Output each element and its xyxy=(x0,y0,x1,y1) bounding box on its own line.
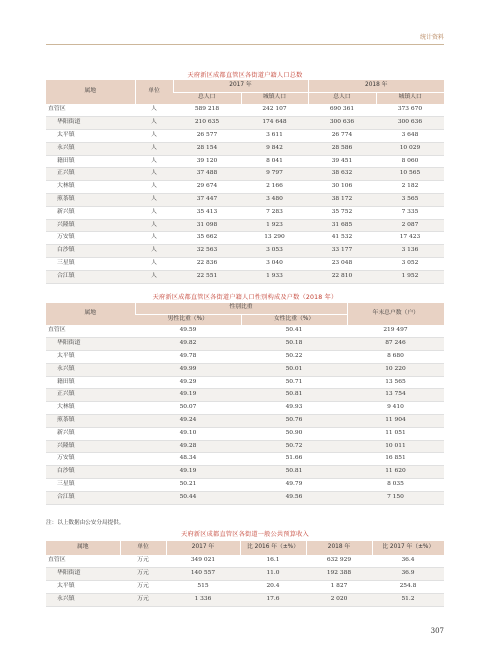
table-row xyxy=(46,479,444,492)
region-name: 永兴镇 xyxy=(46,593,120,606)
section-tag: 统计资料 xyxy=(419,34,444,41)
growth-2018: 36.4 xyxy=(372,555,444,568)
region-name: 合江镇 xyxy=(46,270,135,283)
table-row xyxy=(46,168,444,181)
region-name: 兴隆镇 xyxy=(46,440,135,453)
table-row xyxy=(46,363,444,376)
male-ratio: 49.19 xyxy=(135,466,241,479)
header-unit: 单位 xyxy=(135,80,173,104)
header-urban-2018: 城镇人口 xyxy=(376,92,444,104)
region-name: 兴隆镇 xyxy=(46,219,135,232)
male-ratio: 50.07 xyxy=(135,402,241,415)
total-2018: 33 177 xyxy=(308,245,376,258)
households: 11 620 xyxy=(347,466,444,479)
urban-2018: 300 636 xyxy=(376,117,444,130)
region-name: 白沙镇 xyxy=(46,466,135,479)
total-2018: 41 532 xyxy=(308,232,376,245)
region-name: 新兴镇 xyxy=(46,427,135,440)
male-ratio: 49.10 xyxy=(135,427,241,440)
growth-2018: 254.8 xyxy=(372,581,444,594)
header-urban-2017: 城镇人口 xyxy=(241,92,308,104)
urban-2018: 373 670 xyxy=(376,104,444,117)
growth-2017: 11.0 xyxy=(240,568,306,581)
female-ratio: 51.66 xyxy=(241,453,347,466)
urban-2017: 2 166 xyxy=(241,181,308,194)
header-female: 女性比重（%） xyxy=(241,314,347,325)
region-name: 直管区 xyxy=(46,325,135,338)
male-ratio: 49.59 xyxy=(135,325,241,338)
female-ratio: 50.90 xyxy=(241,427,347,440)
table-row xyxy=(46,181,444,194)
urban-2017: 7 283 xyxy=(241,206,308,219)
table-row xyxy=(46,258,444,271)
table1-title: 天府新区成都直管区各街道户籍人口总数 xyxy=(187,72,303,79)
header-region: 属地 xyxy=(46,303,135,325)
urban-2018: 2 182 xyxy=(376,181,444,194)
header-year-2018: 2018 年 xyxy=(308,80,444,92)
table-row xyxy=(46,453,444,466)
table-row xyxy=(46,415,444,428)
table-row xyxy=(46,206,444,219)
female-ratio: 50.71 xyxy=(241,376,347,389)
total-2018: 22 810 xyxy=(308,270,376,283)
total-2018: 26 774 xyxy=(308,130,376,143)
region-name: 白沙镇 xyxy=(46,245,135,258)
total-2017: 26 577 xyxy=(173,130,241,143)
urban-2018: 10 029 xyxy=(376,142,444,155)
table-row xyxy=(46,219,444,232)
region-name: 大林镇 xyxy=(46,402,135,415)
gender-households-table xyxy=(46,303,444,505)
female-ratio: 50.81 xyxy=(241,466,347,479)
region-name: 华阳街道 xyxy=(46,117,135,130)
total-2017: 28 154 xyxy=(173,142,241,155)
urban-2017: 1 923 xyxy=(241,219,308,232)
urban-2017: 8 041 xyxy=(241,155,308,168)
male-ratio: 49.29 xyxy=(135,376,241,389)
region-name: 煎茶镇 xyxy=(46,415,135,428)
revenue-2018: 1 827 xyxy=(306,581,372,594)
urban-2018: 3 565 xyxy=(376,194,444,207)
data-source-note: 注：以上数据由公安分局提供。 xyxy=(46,520,125,526)
region-name: 三星镇 xyxy=(46,479,135,492)
table-row xyxy=(46,325,444,338)
region-name: 新兴镇 xyxy=(46,206,135,219)
header-households: 年末总户数（户） xyxy=(347,303,444,325)
households: 8 680 xyxy=(347,351,444,364)
unit-cell: 人 xyxy=(135,206,173,219)
urban-2017: 3 611 xyxy=(241,130,308,143)
header-region: 属地 xyxy=(46,80,135,104)
total-2017: 35 413 xyxy=(173,206,241,219)
region-name: 太平镇 xyxy=(46,130,135,143)
total-2018: 35 752 xyxy=(308,206,376,219)
total-2018: 300 636 xyxy=(308,117,376,130)
urban-2017: 3 053 xyxy=(241,245,308,258)
unit-cell: 万元 xyxy=(120,568,166,581)
male-ratio: 49.24 xyxy=(135,415,241,428)
total-2018: 28 586 xyxy=(308,142,376,155)
female-ratio: 50.72 xyxy=(241,440,347,453)
page-number: 307 xyxy=(430,627,444,635)
header-growth-2017: 比 2016 年（±%） xyxy=(240,541,306,555)
header-unit: 单位 xyxy=(120,541,166,555)
male-ratio: 50.21 xyxy=(135,479,241,492)
header-rule xyxy=(46,44,444,45)
unit-cell: 人 xyxy=(135,104,173,117)
female-ratio: 49.93 xyxy=(241,402,347,415)
urban-2017: 9 842 xyxy=(241,142,308,155)
total-2017: 31 098 xyxy=(173,219,241,232)
urban-2018: 7 335 xyxy=(376,206,444,219)
region-name: 三星镇 xyxy=(46,258,135,271)
region-name: 太平镇 xyxy=(46,581,120,594)
region-name: 直管区 xyxy=(46,104,135,117)
male-ratio: 49.78 xyxy=(135,351,241,364)
table-row xyxy=(46,351,444,364)
total-2017: 37 488 xyxy=(173,168,241,181)
revenue-2018: 192 388 xyxy=(306,568,372,581)
region-name: 永兴镇 xyxy=(46,363,135,376)
female-ratio: 50.01 xyxy=(241,363,347,376)
total-2017: 32 563 xyxy=(173,245,241,258)
growth-2018: 51.2 xyxy=(372,593,444,606)
female-ratio: 49.56 xyxy=(241,491,347,504)
header-2018: 2018 年 xyxy=(306,541,372,555)
urban-2017: 242 107 xyxy=(241,104,308,117)
region-name: 籍田镇 xyxy=(46,155,135,168)
total-2017: 210 635 xyxy=(173,117,241,130)
urban-2018: 3 136 xyxy=(376,245,444,258)
table-row xyxy=(46,389,444,402)
urban-2018: 2 087 xyxy=(376,219,444,232)
households: 9 410 xyxy=(347,402,444,415)
unit-cell: 人 xyxy=(135,232,173,245)
unit-cell: 万元 xyxy=(120,581,166,594)
total-2018: 23 048 xyxy=(308,258,376,271)
female-ratio: 50.22 xyxy=(241,351,347,364)
households: 16 851 xyxy=(347,453,444,466)
total-2017: 39 120 xyxy=(173,155,241,168)
urban-2017: 1 933 xyxy=(241,270,308,283)
unit-cell: 人 xyxy=(135,194,173,207)
total-2018: 31 685 xyxy=(308,219,376,232)
total-2017: 22 836 xyxy=(173,258,241,271)
revenue-2018: 632 929 xyxy=(306,555,372,568)
female-ratio: 50.18 xyxy=(241,338,347,351)
urban-2018: 8 060 xyxy=(376,155,444,168)
table-row xyxy=(46,568,444,581)
total-2018: 38 632 xyxy=(308,168,376,181)
table2-title: 天府新区成都直管区各街道户籍人口性别构成及户数（2018 年） xyxy=(152,294,338,301)
revenue-2017: 140 557 xyxy=(166,568,240,581)
revenue-2017: 515 xyxy=(166,581,240,594)
growth-2017: 17.6 xyxy=(240,593,306,606)
urban-2018: 3 052 xyxy=(376,258,444,271)
header-2017: 2017 年 xyxy=(166,541,240,555)
male-ratio: 49.82 xyxy=(135,338,241,351)
female-ratio: 50.41 xyxy=(241,325,347,338)
header-growth-2018: 比 2017 年（±%） xyxy=(372,541,444,555)
unit-cell: 人 xyxy=(135,168,173,181)
unit-cell: 人 xyxy=(135,142,173,155)
unit-cell: 万元 xyxy=(120,593,166,606)
urban-2018: 17 423 xyxy=(376,232,444,245)
table-row xyxy=(46,491,444,504)
total-2018: 30 106 xyxy=(308,181,376,194)
households: 87 246 xyxy=(347,338,444,351)
urban-2017: 9 797 xyxy=(241,168,308,181)
table-row xyxy=(46,338,444,351)
unit-cell: 人 xyxy=(135,181,173,194)
table-row xyxy=(46,555,444,568)
male-ratio: 49.28 xyxy=(135,440,241,453)
table-row xyxy=(46,104,444,117)
households: 11 904 xyxy=(347,415,444,428)
region-name: 万安镇 xyxy=(46,453,135,466)
households: 10 011 xyxy=(347,440,444,453)
revenue-2018: 2 020 xyxy=(306,593,372,606)
total-2018: 39 451 xyxy=(308,155,376,168)
households: 219 497 xyxy=(347,325,444,338)
unit-cell: 人 xyxy=(135,117,173,130)
header-total-2017: 总人口 xyxy=(173,92,241,104)
urban-2018: 10 565 xyxy=(376,168,444,181)
growth-2017: 16.1 xyxy=(240,555,306,568)
unit-cell: 万元 xyxy=(120,555,166,568)
total-2017: 589 218 xyxy=(173,104,241,117)
urban-2017: 13 290 xyxy=(241,232,308,245)
growth-2018: 36.9 xyxy=(372,568,444,581)
total-2017: 35 662 xyxy=(173,232,241,245)
region-name: 正兴镇 xyxy=(46,389,135,402)
header-sex-ratio: 性别比重 xyxy=(135,303,347,314)
header-male: 男性比重（%） xyxy=(135,314,241,325)
region-name: 华阳街道 xyxy=(46,568,120,581)
table-row xyxy=(46,130,444,143)
revenue-2017: 1 336 xyxy=(166,593,240,606)
total-2018: 690 361 xyxy=(308,104,376,117)
region-name: 大林镇 xyxy=(46,181,135,194)
region-name: 籍田镇 xyxy=(46,376,135,389)
region-name: 万安镇 xyxy=(46,232,135,245)
households: 11 051 xyxy=(347,427,444,440)
male-ratio: 48.34 xyxy=(135,453,241,466)
female-ratio: 49.79 xyxy=(241,479,347,492)
urban-2017: 174 648 xyxy=(241,117,308,130)
region-name: 太平镇 xyxy=(46,351,135,364)
table-row xyxy=(46,245,444,258)
table3-title: 天府新区成都直管区各街道一般公共预算收入 xyxy=(181,531,309,538)
unit-cell: 人 xyxy=(135,155,173,168)
table-row xyxy=(46,194,444,207)
table-row xyxy=(46,270,444,283)
male-ratio: 49.99 xyxy=(135,363,241,376)
table-row xyxy=(46,155,444,168)
unit-cell: 人 xyxy=(135,245,173,258)
table-row xyxy=(46,440,444,453)
region-name: 直管区 xyxy=(46,555,120,568)
households: 10 220 xyxy=(347,363,444,376)
table-row xyxy=(46,117,444,130)
unit-cell: 人 xyxy=(135,270,173,283)
header-region: 属地 xyxy=(46,541,120,555)
urban-2017: 3 480 xyxy=(241,194,308,207)
unit-cell: 人 xyxy=(135,130,173,143)
table-row xyxy=(46,142,444,155)
revenue-2017: 349 021 xyxy=(166,555,240,568)
urban-2018: 3 648 xyxy=(376,130,444,143)
total-2017: 29 674 xyxy=(173,181,241,194)
header-year-2017: 2017 年 xyxy=(173,80,308,92)
households: 7 150 xyxy=(347,491,444,504)
growth-2017: 20.4 xyxy=(240,581,306,594)
urban-2017: 3 040 xyxy=(241,258,308,271)
table-row xyxy=(46,466,444,479)
region-name: 正兴镇 xyxy=(46,168,135,181)
female-ratio: 50.76 xyxy=(241,415,347,428)
table-row xyxy=(46,376,444,389)
total-2018: 38 172 xyxy=(308,194,376,207)
households: 13 754 xyxy=(347,389,444,402)
male-ratio: 50.44 xyxy=(135,491,241,504)
female-ratio: 50.81 xyxy=(241,389,347,402)
budget-revenue-table xyxy=(46,541,444,607)
table-row xyxy=(46,427,444,440)
table-row xyxy=(46,593,444,606)
table-row xyxy=(46,402,444,415)
urban-2018: 1 952 xyxy=(376,270,444,283)
region-name: 合江镇 xyxy=(46,491,135,504)
region-name: 华阳街道 xyxy=(46,338,135,351)
total-2017: 22 551 xyxy=(173,270,241,283)
total-2017: 37 447 xyxy=(173,194,241,207)
households: 8 035 xyxy=(347,479,444,492)
region-name: 永兴镇 xyxy=(46,142,135,155)
population-table xyxy=(46,80,444,284)
header-total-2018: 总人口 xyxy=(308,92,376,104)
unit-cell: 人 xyxy=(135,258,173,271)
table-row xyxy=(46,581,444,594)
table-row xyxy=(46,232,444,245)
unit-cell: 人 xyxy=(135,219,173,232)
households: 13 565 xyxy=(347,376,444,389)
male-ratio: 49.19 xyxy=(135,389,241,402)
region-name: 煎茶镇 xyxy=(46,194,135,207)
